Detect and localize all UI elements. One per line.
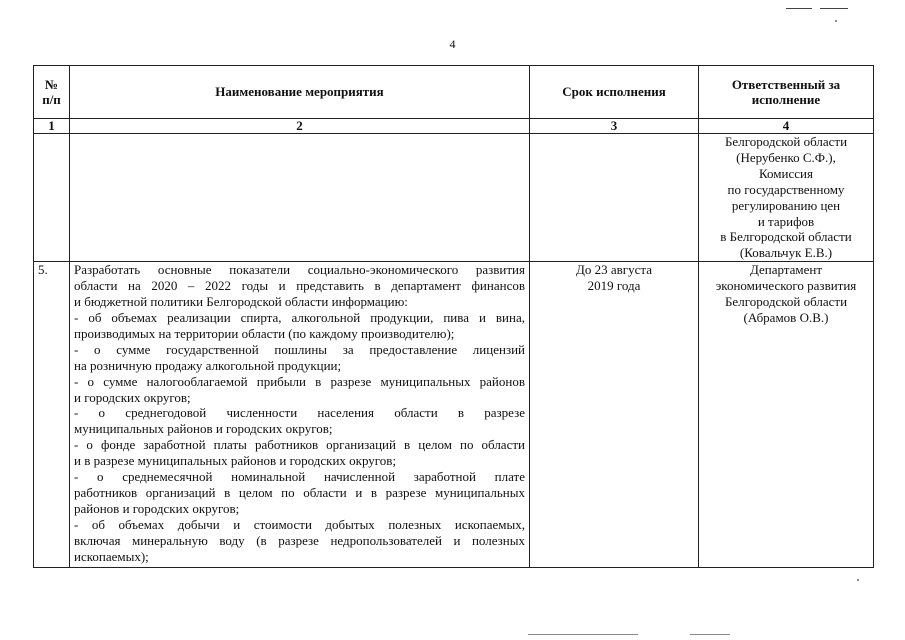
item-row (34, 262, 874, 568)
column-number: 3 (530, 119, 699, 134)
description-line: - о сумме налогооблагаемой прибыли в разрезе муниципальных районов (74, 373, 525, 389)
responsible-line: по государственному (727, 181, 845, 197)
responsible-line: Белгородской области (724, 134, 848, 149)
description-line: - о среднегодовой численности населения области в разрезе (74, 405, 525, 421)
page-number: 4 (449, 37, 456, 51)
description-line: области на 2020 – 2022 годы и представить в департамент финансов (74, 278, 525, 294)
deadline-line: До 23 августа (576, 262, 652, 278)
cell-empty (530, 134, 699, 262)
scan-artifact-line (820, 8, 848, 9)
scan-speck (835, 20, 837, 22)
header-deadline: Срок исполнения (530, 66, 699, 119)
header-responsible (699, 66, 874, 119)
responsible-line: в Белгородской области (720, 229, 852, 245)
scan-edge-line (690, 634, 730, 635)
header-number (34, 66, 70, 119)
header-responsible-label: Ответственный за исполнение (731, 77, 841, 107)
description-line: производимых на территории области (по каждому производителю); (74, 325, 455, 341)
column-number: 1 (34, 119, 70, 134)
description-line: на розничную продажу алкогольной продукции; (74, 357, 342, 373)
continuation-row (34, 134, 874, 262)
description-line: работников организаций в целом по области и в разрезе муниципальных (74, 484, 525, 500)
responsible-line: Департамент (749, 262, 823, 278)
deadline-line: 2019 года (587, 278, 641, 294)
responsible-line: Комиссия (759, 165, 813, 181)
column-number-row (34, 119, 874, 134)
activities-table (33, 65, 874, 568)
cell-empty (70, 134, 530, 262)
item-responsible (699, 262, 874, 568)
description-line: - о среднемесячной номинальной начисленной заработной плате (74, 469, 525, 485)
responsible-line: регулированию цен (731, 197, 841, 213)
description-line: и бюджетной политики Белгородской области информацию: (74, 294, 408, 310)
item-number: 5. (34, 262, 70, 568)
description-line: ископаемых); (74, 548, 149, 564)
header-activity: Наименование мероприятия (70, 66, 530, 119)
cell-empty (34, 134, 70, 262)
header-number-label: № п/п (42, 77, 61, 107)
scan-artifact-line (786, 8, 812, 9)
description-line: - об объемах добычи и стоимости добытых полезных ископаемых, (74, 516, 525, 532)
responsible-line: экономического развития (715, 278, 857, 294)
column-number: 2 (70, 119, 530, 134)
scan-speck (857, 579, 859, 581)
responsible-line: (Абрамов О.В.) (743, 309, 829, 325)
responsible-line: Белгородской области (724, 294, 848, 310)
description-line: включая минеральную воду (в разрезе недропользователей и полезных (74, 532, 525, 548)
header-row (34, 66, 874, 119)
responsible-line: (Ковальчук Е.В.) (739, 245, 833, 261)
responsible-line: и тарифов (757, 213, 815, 229)
continuation-responsible (699, 134, 874, 262)
item-deadline (530, 262, 699, 568)
description-line: Разработать основные показатели социально-экономического развития (74, 262, 525, 278)
item-description (70, 262, 530, 568)
description-line: муниципальных районов и городских округов; (74, 421, 333, 437)
column-number: 4 (699, 119, 874, 134)
description-line: - об объемах реализации спирта, алкогольной продукции, пива и вина, (74, 309, 525, 325)
responsible-line: (Нерубенко С.Ф.), (736, 149, 836, 165)
description-line: и в разрезе муниципальных районов и городских округов; (74, 453, 397, 469)
description-line: районов и городских округов; (74, 500, 240, 516)
description-line: - о фонде заработной платы работников организаций в целом по области (74, 437, 525, 453)
description-line: - о сумме государственной пошлины за предоставление лицензий (74, 341, 525, 357)
scan-edge-line (528, 634, 638, 635)
description-line: и городских округов; (74, 389, 191, 405)
